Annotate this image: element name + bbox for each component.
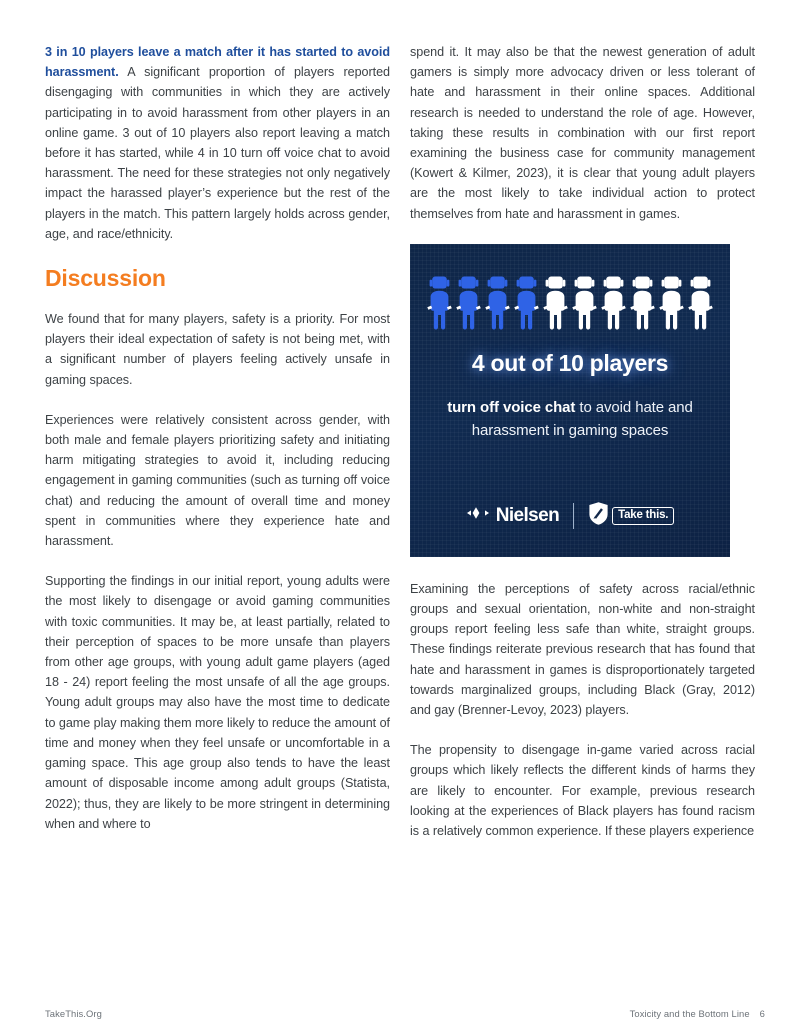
- infographic-headline: 4 out of 10 players: [471, 349, 669, 376]
- infographic-subtext-rest: to avoid hate and harassment in gaming spaces: [471, 398, 693, 439]
- footer-document-title: Toxicity and the Bottom Line: [629, 1008, 750, 1019]
- right-column: [410, 42, 755, 985]
- person-icon-plain: [687, 274, 714, 330]
- page-footer: [45, 1008, 765, 1019]
- paragraph-gender-experiences: Experiences were relatively consistent across gender, with both male and female players prioritizing safety and initiating harm mitigating strategies to avoid it, including reducing engagement in gaming communities (such as turning off voice chat) and reducing the amount of overall time and money spent in communities where they experience hate and harassment.: [45, 412, 390, 549]
- person-icon-highlighted: [513, 274, 540, 330]
- person-icon-plain: [542, 274, 569, 330]
- footer-right-group: [630, 1008, 765, 1019]
- nielsen-wordmark: Nielsen: [495, 504, 560, 526]
- footer-site-name: TakeThis.Org: [45, 1008, 102, 1019]
- section-heading-discussion: Discussion: [45, 265, 166, 292]
- infographic-voice-chat: [410, 244, 730, 557]
- paragraph-spend-it: spend it. It may also be that the newest generation of adult gamers is simply more advocacy driven or less tolerant of hate and harassment in their online spaces. Additional research is needed to understand the role of age. However, taking these results in combination with our first report examining the business case for community management (Kowert & Kilmer, 2023), it is clear that young adult players are the most likely to take individual action to protect themselves from hate and harassment in games.: [410, 45, 755, 221]
- infographic-logo-row: [410, 501, 730, 531]
- person-icon-highlighted: [484, 274, 511, 330]
- takethis-logo: [588, 501, 674, 531]
- person-icon-plain: [658, 274, 685, 330]
- paragraph-safety-priority: We found that for many players, safety is a priority. For most players their ideal expectation of safety is not being met, with a significant number of players feeling actively unsafe in gaming spaces.: [45, 312, 390, 387]
- paragraph-lead-rest: A significant proportion of players reported disengaging with communities in which they are actively participating in to avoid harassment from other players in an online game. 3 out of 10 players also report leaving a match before it has started, while 4 in 10 turn off voice chat to avoid harassment. The need for these strategies not only negatively impact the harassed player’s experience but the rest of the players in the match. This pattern largely holds across gender, age, and race/ethnicity.: [45, 65, 390, 241]
- paragraph-propensity-disengage: The propensity to disengage in-game varied across racial groups which likely reflects the different kinds of harms they are likely to encounter. For example, previous research looking at the experiences of Black players has found racism is a relatively common experience. If these players experience: [410, 743, 755, 839]
- shield-icon: [588, 501, 609, 531]
- nielsen-logo: [466, 505, 559, 527]
- left-column: [45, 42, 390, 985]
- takethis-wordmark: Take this.: [612, 507, 674, 525]
- paragraph-leave-match: [45, 42, 390, 244]
- person-icon-plain: [571, 274, 598, 330]
- infographic-subtext: [436, 396, 704, 442]
- footer-page-number: 6: [759, 1008, 765, 1019]
- person-icon-plain: [629, 274, 656, 330]
- person-icon-highlighted: [426, 274, 453, 330]
- paragraph-young-adults: Supporting the findings in our initial report, young adults were the most likely to disengage or avoid gaming communities with toxic communities. It may be, at least partially, related to their perception of spaces to be more unsafe than players from other age groups, with young adult game players (aged 18 - 24) report feeling the most unsafe of all the age groups. Young adult groups may also have the most time to dedicate to game play making them more likely to reduce the amount of time and money when they feel unsafe or uncomfortable in a gaming space. This age group also tends to have the least amount of disposable income among adult groups (Statista, 2022); thus, they are likely to be more stringent in determining when and where to: [45, 574, 390, 831]
- nielsen-mark-icon: [466, 506, 490, 525]
- infographic-subtext-bold: turn off voice chat: [447, 398, 576, 416]
- paragraph-lead-in: 3 in 10 players leave a match after it has started to avoid harassment.: [45, 45, 390, 80]
- person-icon-highlighted: [455, 274, 482, 330]
- pictogram-people-row: [410, 270, 730, 330]
- person-icon-plain: [600, 274, 627, 330]
- logo-divider: [573, 503, 574, 529]
- paragraph-racial-ethnic-safety: Examining the perceptions of safety across racial/ethnic groups and sexual orientation, non-white and non-straight groups report feeling less safe than white, straight groups. These findings reiterate previous research that has found that hate and harassment in games is disproportionately targeted towards marginalized groups, including Black (Gray, 2012) and gay (Brenner-Levoy, 2023) players.: [410, 581, 755, 718]
